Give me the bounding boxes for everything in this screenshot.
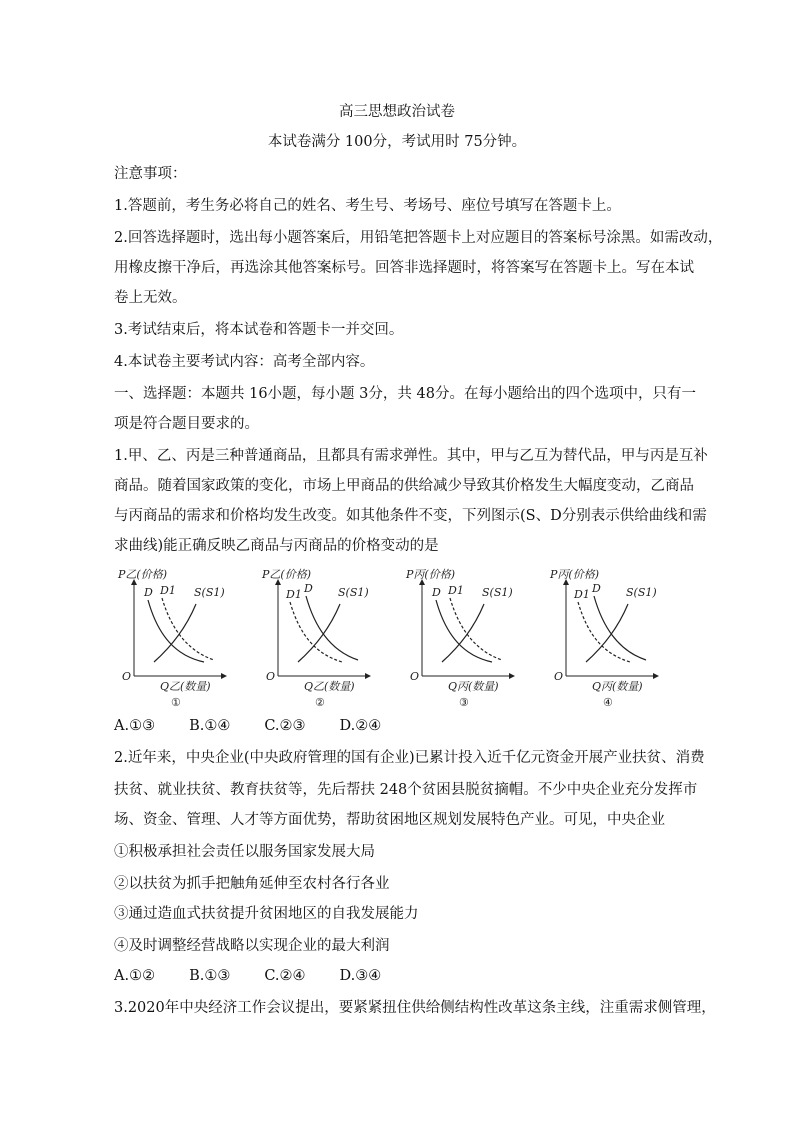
label-d: D xyxy=(592,582,601,595)
option-d[interactable]: D.③④ xyxy=(339,968,382,984)
page-title: 高三思想政治试卷 xyxy=(339,104,455,120)
option-d[interactable]: D.②④ xyxy=(339,718,382,734)
label-d: D xyxy=(304,582,313,595)
x-axis-label: Q乙(数量) xyxy=(160,680,211,693)
y-axis-label: P丙(价格) xyxy=(550,568,599,581)
option-a[interactable]: A.①② xyxy=(114,968,156,984)
figure-2 xyxy=(261,568,370,708)
label-s: S(S1) xyxy=(482,586,513,599)
supply-curve xyxy=(298,604,340,662)
question-2-text: 扶贫、就业扶贫、教育扶贫等，先后帮扶 248个贫困县脱贫摘帽。不少中央企业充分发挥市 xyxy=(114,782,698,798)
option-b[interactable]: B.①③ xyxy=(189,968,231,984)
x-axis-label: Q丙(数量) xyxy=(448,680,499,693)
y-axis-label: P乙(价格) xyxy=(118,568,167,581)
question-1-text: 与丙商品的需求和价格均发生改变。如其他条件不变，下列图示(S、D分别表示供给曲线和需 xyxy=(114,508,707,524)
figure-number: ① xyxy=(171,696,181,708)
option-b[interactable]: B.①④ xyxy=(189,718,231,734)
question-1-text: 1.甲、乙、丙是三种普通商品，且都具有需求弹性。其中，甲与乙互为替代品，甲与丙是互补 xyxy=(114,448,708,464)
notice-item: 2.回答选择题时，选出每小题答案后，用铅笔把答题卡上对应题目的答案标号涂黑。如需改动， xyxy=(114,230,723,246)
choice-1: ①积极承担社会责任以服务国家发展大局 xyxy=(114,844,375,860)
label-d: D xyxy=(432,586,441,599)
figure-number: ② xyxy=(315,696,325,708)
section-heading-cont: 项是符合题目要求的。 xyxy=(114,416,259,432)
supply-demand-figures xyxy=(114,566,686,708)
demand-curve-d1 xyxy=(578,602,630,662)
notice-item: 4.本试卷主要考试内容：高考全部内容。 xyxy=(114,354,375,370)
figure-number: ③ xyxy=(459,696,469,708)
option-c[interactable]: C.②③ xyxy=(264,718,306,734)
demand-curve-d xyxy=(148,600,204,662)
demand-curve-d xyxy=(436,600,492,662)
label-d1: D1 xyxy=(286,588,302,601)
notice-item: 1.答题前，考生务必将自己的姓名、考生号、考场号、座位号填写在答题卡上。 xyxy=(114,198,621,214)
notice-heading: 注意事项： xyxy=(114,166,187,182)
origin-label: O xyxy=(122,670,132,683)
question-1-options xyxy=(114,716,680,736)
figure-1 xyxy=(117,568,226,708)
notice-item: 卷上无效。 xyxy=(114,290,187,306)
question-2-options xyxy=(114,966,680,986)
y-axis-label: P乙(价格) xyxy=(262,568,311,581)
figure-4 xyxy=(549,568,658,708)
page-subtitle: 本试卷满分 100分，考试用时 75分钟。 xyxy=(267,134,527,150)
demand-curve-d1 xyxy=(162,598,214,660)
question-2-text: 场、资金、管理、人才等方面优势，帮助贫困地区规划发展特色产业。可见，中央企业 xyxy=(114,812,665,828)
question-1-text: 求曲线)能正确反映乙商品与丙商品的价格变动的是 xyxy=(114,538,439,554)
choice-3: ③通过造血式扶贫提升贫困地区的自我发展能力 xyxy=(114,906,419,922)
demand-curve-d1 xyxy=(290,602,342,662)
figure-number: ④ xyxy=(603,696,613,708)
x-axis-label: Q丙(数量) xyxy=(592,680,643,693)
supply-curve xyxy=(442,604,484,662)
demand-curve-d xyxy=(306,596,358,660)
label-d1: D1 xyxy=(574,588,590,601)
supply-curve xyxy=(154,604,196,662)
notice-item: 3.考试结束后，将本试卷和答题卡一并交回。 xyxy=(114,322,404,338)
label-s: S(S1) xyxy=(338,586,369,599)
question-1-figures xyxy=(114,566,686,708)
question-2-text: 2.近年来，中央企业(中央政府管理的国有企业)已累计投入近千亿元资金开展产业扶贫、消费 xyxy=(114,750,705,766)
section-heading: 一、选择题：本题共 16小题，每小题 3分，共 48分。在每小题给出的四个选项中，只有一 xyxy=(114,386,696,402)
figure-3 xyxy=(405,568,514,708)
y-axis-label: P丙(价格) xyxy=(406,568,455,581)
option-c[interactable]: C.②④ xyxy=(264,968,306,984)
question-3-text: 3.2020年中央经济工作会议提出，要紧紧扭住供给侧结构性改革这条主线，注重需求侧管理， xyxy=(114,1000,716,1016)
choice-2: ②以扶贫为抓手把触角延伸至农村各行各业 xyxy=(114,876,390,892)
demand-curve-d1 xyxy=(450,598,502,660)
label-s: S(S1) xyxy=(194,586,225,599)
origin-label: O xyxy=(266,670,276,683)
choice-4: ④及时调整经营战略以实现企业的最大利润 xyxy=(114,938,390,954)
demand-curve-d xyxy=(594,596,646,660)
option-a[interactable]: A.①③ xyxy=(114,718,156,734)
origin-label: O xyxy=(554,670,564,683)
origin-label: O xyxy=(410,670,420,683)
label-d1: D1 xyxy=(448,584,464,597)
question-1-text: 商品。随着国家政策的变化，市场上甲商品的供给减少导致其价格发生大幅度变动，乙商品 xyxy=(114,478,694,494)
notice-item: 用橡皮擦干净后，再选涂其他答案标号。回答非选择题时，将答案写在答题卡上。写在本试 xyxy=(114,260,694,276)
label-d1: D1 xyxy=(160,584,176,597)
x-axis-label: Q乙(数量) xyxy=(304,680,355,693)
label-s: S(S1) xyxy=(626,586,657,599)
supply-curve xyxy=(586,604,628,662)
label-d: D xyxy=(144,586,153,599)
